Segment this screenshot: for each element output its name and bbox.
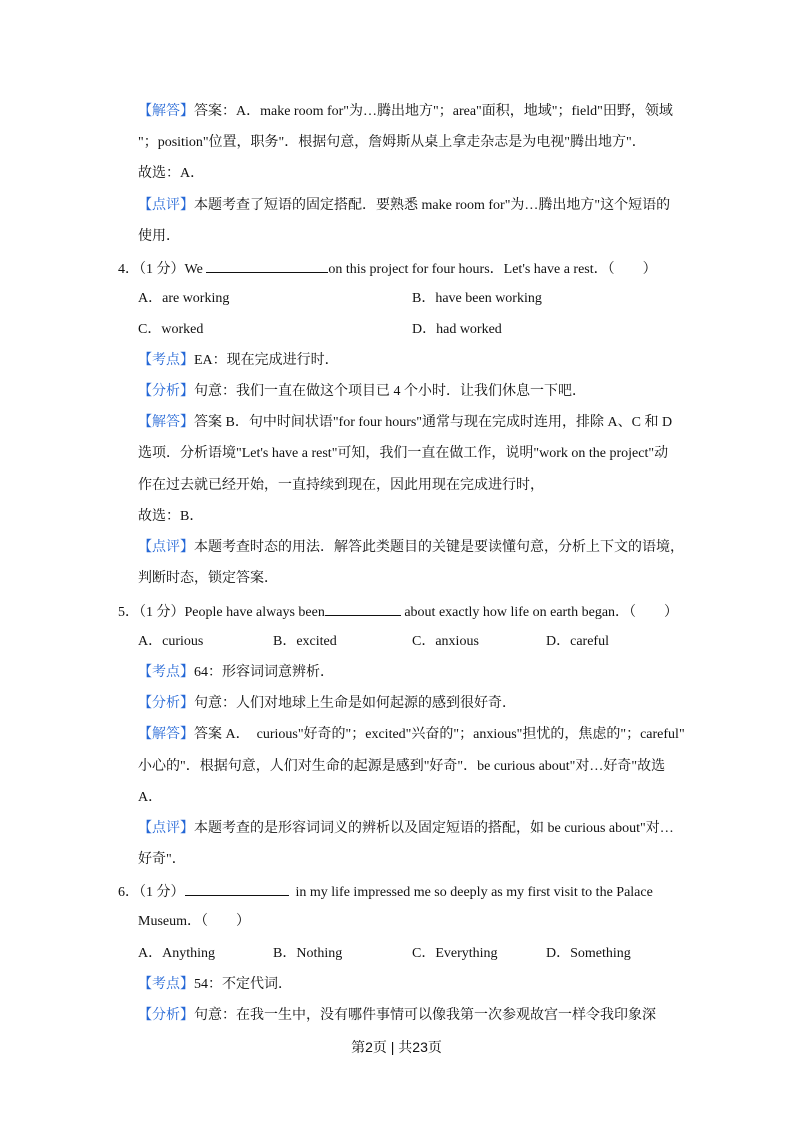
q5-answer-line2: 小心的"．根据句意，人们对生命的起源是感到"好奇"．be curious about"对…好奇"故选 [138,759,666,774]
point-tag: 【考点】 [138,665,194,680]
q3-answer [138,103,673,121]
q5-answer [138,726,685,744]
answer-tag: 【解答】 [138,727,194,742]
q4-comment-text: 本题考查时态的用法．解答此类题目的关键是要读懂句意，分析上下文的语境， [194,540,684,555]
q4-option-a: A．are working [138,291,230,306]
q4-comment-line2: 判断时态，锁定答案． [138,571,278,586]
q6-option-a: A．Anything [138,946,215,961]
q4-option-b: B．have been working [412,291,542,306]
q5-point-text: 64：形容词词意辨析． [194,665,334,680]
point-tag: 【考点】 [138,977,194,992]
q6-option-c: C．Everything [412,946,498,961]
q4-stem [118,259,657,279]
q3-comment-text: 本题考查了短语的固定搭配．要熟悉 make room for"为…腾出地方"这个短语的 [194,198,671,213]
comment-tag: 【点评】 [138,540,194,555]
q4-option-c: C．worked [138,322,204,337]
q3-comment [138,197,670,215]
q6-point [138,976,292,994]
q6-blank [185,882,289,896]
answer-tag: 【解答】 [138,104,194,119]
q6-analysis-text: 句意：在我一生中，没有哪件事情可以像我第一次参观故宫一样令我印象深 [194,1008,656,1023]
q5-comment [138,820,674,838]
q5-stem [118,602,678,622]
q3-answer-text: 答案：A．make room for"为…腾出地方"；area"面积，地域"；field"田野，领域 [194,104,673,119]
q4-answer-choice: 故选：B． [138,509,204,524]
analysis-tag: 【分析】 [138,1008,194,1023]
q4-analysis [138,383,586,401]
q5-blank [325,602,401,616]
page-footer: 第2页 | 共23页 [351,1039,442,1055]
q5-comment-text: 本题考查的是形容词词义的辨析以及固定短语的搭配，如 be curious about"对… [194,821,674,836]
q5-option-a: A．curious [138,634,204,649]
q5-point [138,664,334,682]
comment-tag: 【点评】 [138,198,194,213]
q5-number: 5．（1 分）People have always been [118,605,325,620]
q6-stem-line2: Museum．（ ） [138,914,250,929]
analysis-tag: 【分析】 [138,384,194,399]
q6-stem-text: in my life impressed me so deeply as my first visit to the Palace [295,885,653,900]
q4-number: 4．（1 分）We [118,262,203,277]
q4-answer [138,414,672,432]
q4-point-text: EA：现在完成进行时． [194,353,339,368]
q6-option-d: D．Something [546,946,631,961]
q5-answer-text: 答案 A． curious"好奇的"；excited"兴奋的"；anxious"担忧的，焦虑的"；careful" [194,727,685,742]
answer-tag: 【解答】 [138,415,194,430]
q5-option-d: D．careful [546,634,609,649]
q6-analysis [138,1007,656,1025]
analysis-tag: 【分析】 [138,696,194,711]
q5-analysis-text: 句意：人们对地球上生命是如何起源的感到很好奇． [194,696,516,711]
q4-answer-line2: 选项．分析语境"Let's have a rest"可知，我们一直在做工作，说明"work on the project"动 [138,446,669,461]
q5-stem-text: about exactly how life on earth began．（ ） [404,605,679,620]
q4-option-d: D．had worked [412,322,502,337]
comment-tag: 【点评】 [138,821,194,836]
q5-analysis [138,695,516,713]
q5-answer-choice: A． [138,790,163,805]
q5-option-c: C．anxious [412,634,479,649]
q4-comment [138,539,684,557]
q4-stem-text: on this project for four hours．Let's have a rest．（ ） [328,262,657,277]
point-tag: 【考点】 [138,353,194,368]
q4-blank [206,259,328,273]
q4-answer-line3: 作在过去就已经开始，一直持续到现在，因此用现在完成进行时， [138,478,544,493]
q6-point-text: 54：不定代词． [194,977,292,992]
q5-option-b: B．excited [273,634,337,649]
q6-option-b: B．Nothing [273,946,343,961]
q3-answer-line2: "；position"位置，职务"．根据句意，詹姆斯从桌上拿走杂志是为电视"腾出地方"． [138,135,646,150]
q4-analysis-text: 句意：我们一直在做这个项目已 4 个小时．让我们休息一下吧． [194,384,586,399]
q6-stem [118,882,653,902]
q3-comment-line2: 使用． [138,229,180,244]
q4-answer-text: 答案 B．句中时间状语"for four hours"通常与现在完成时连用，排除 A、C 和 D [194,415,673,430]
q4-point [138,352,339,370]
q3-answer-choice: 故选：A． [138,166,205,181]
q5-comment-line2: 好奇"． [138,852,186,867]
q6-number: 6．（1 分） [118,885,185,900]
